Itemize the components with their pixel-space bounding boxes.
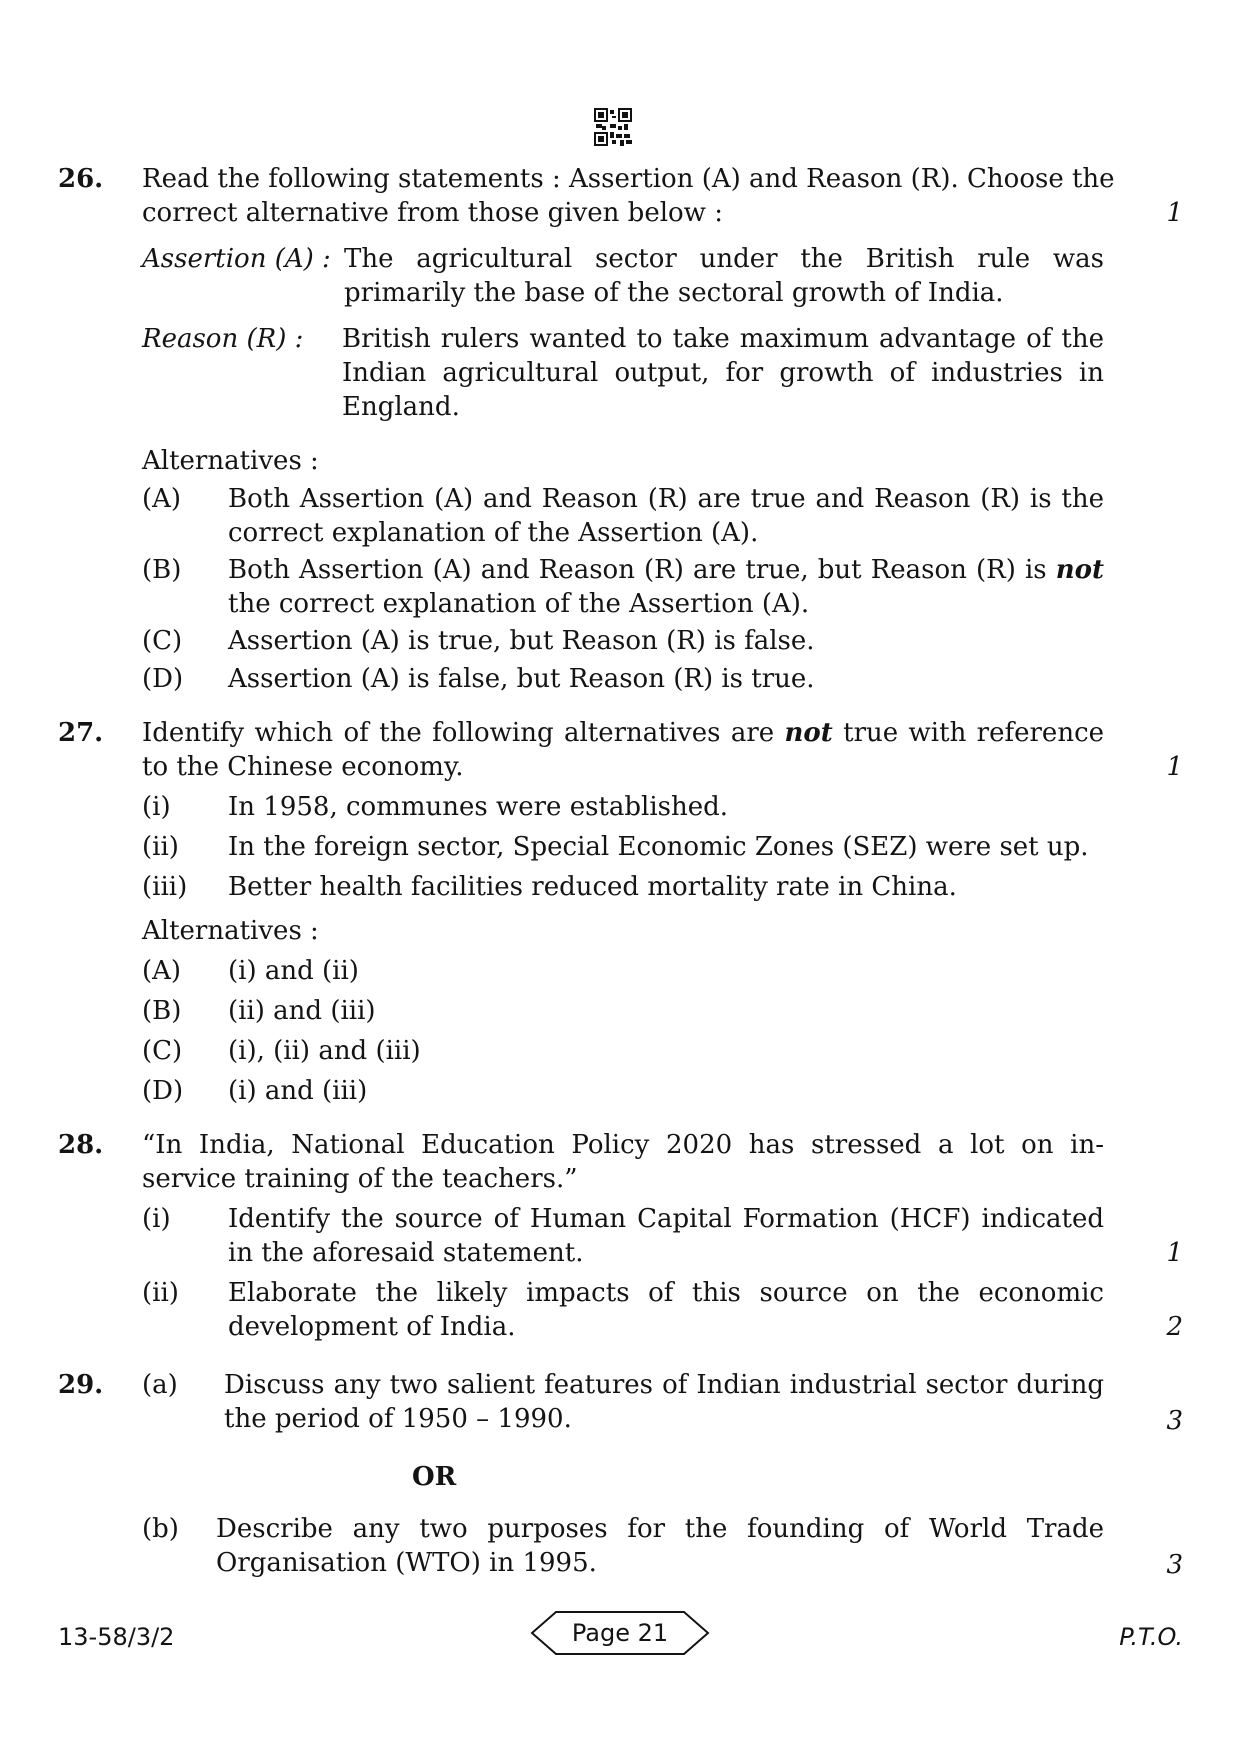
marks: 1 (1166, 198, 1183, 228)
question-stem: Read the following statements : Assertion (A) and Reason (R). Choose the (142, 164, 1115, 194)
part-label: (ii) (142, 1278, 179, 1308)
option-label: (C) (142, 1036, 183, 1066)
question-number: 29. (58, 1370, 104, 1400)
assertion-text: The agricultural sector under the British rule was primarily the base of the sectoral growth of India. (344, 244, 1104, 308)
marks: 3 (1166, 1406, 1183, 1436)
question-quote: “In India, National Education Policy 2020 has stressed a lot on in-service training of the teachers.” (142, 1130, 1104, 1194)
option-label: (B) (142, 996, 182, 1026)
part-label: (a) (142, 1370, 178, 1400)
option-label: (B) (142, 555, 182, 585)
option-text: (i) and (ii) (228, 956, 359, 986)
part-text: Discuss any two salient features of Indian industrial sector during the period of 1950 – 1990. (224, 1370, 1104, 1434)
assertion-label: Assertion (A) : (142, 244, 331, 274)
alternatives-label: Alternatives : (142, 446, 319, 476)
part-text: Describe any two purposes for the founding of World Trade Organisation (WTO) in 1995. (216, 1514, 1104, 1578)
statement-label: (ii) (142, 832, 179, 862)
question-stem: Identify which of the following alternatives are not true with reference to the Chinese economy. (142, 718, 1105, 782)
option-text: (i), (ii) and (iii) (228, 1036, 421, 1066)
question-number: 27. (58, 718, 104, 748)
option-label: (D) (142, 664, 184, 694)
option-text: Both Assertion (A) and Reason (R) are true, but Reason (R) is not the correct explanation of the Assertion (A). (228, 555, 1105, 619)
page-number: Page 21 (571, 1619, 669, 1647)
part-label: (i) (142, 1204, 171, 1234)
part-text: Identify the source of Human Capital Formation (HCF) indicated in the aforesaid statement. (228, 1204, 1104, 1268)
option-label: (A) (142, 956, 182, 986)
option-text: (ii) and (iii) (228, 996, 376, 1026)
statement-text: Better health facilities reduced mortality rate in China. (228, 872, 957, 902)
or-separator: OR (412, 1462, 457, 1492)
qr-code-icon (594, 108, 632, 146)
question-number: 28. (58, 1130, 104, 1160)
option-text: (i) and (iii) (228, 1076, 368, 1106)
statement-label: (i) (142, 792, 171, 822)
marks: 1 (1166, 752, 1183, 782)
part-label: (b) (142, 1514, 179, 1544)
option-label: (C) (142, 626, 183, 656)
reason-label: Reason (R) : (142, 324, 304, 354)
marks: 3 (1166, 1550, 1183, 1580)
option-label: (D) (142, 1076, 184, 1106)
marks: 2 (1166, 1312, 1183, 1342)
statement-text: In 1958, communes were established. (228, 792, 729, 822)
marks: 1 (1166, 1238, 1183, 1268)
question-number: 26. (58, 164, 104, 194)
part-text: Elaborate the likely impacts of this source on the economic development of India. (228, 1278, 1104, 1342)
option-label: (A) (142, 484, 182, 514)
question-stem-cont: correct alternative from those given below : (142, 198, 723, 228)
option-text: Assertion (A) is false, but Reason (R) is true. (228, 664, 815, 694)
option-text: Assertion (A) is true, but Reason (R) is false. (228, 626, 815, 656)
option-text: Both Assertion (A) and Reason (R) are true and Reason (R) is the correct explanation of the Assertion (A). (228, 484, 1104, 548)
statement-label: (iii) (142, 872, 188, 902)
pto-label: P.T.O. (1119, 1623, 1183, 1651)
statement-text: In the foreign sector, Special Economic Zones (SEZ) were set up. (228, 832, 1089, 862)
page-number-badge (530, 1610, 710, 1656)
alternatives-label: Alternatives : (142, 916, 319, 946)
paper-code: 13-58/3/2 (58, 1623, 175, 1651)
reason-text: British rulers wanted to take maximum advantage of the Indian agricultural output, for growth of industries in England. (342, 324, 1104, 422)
